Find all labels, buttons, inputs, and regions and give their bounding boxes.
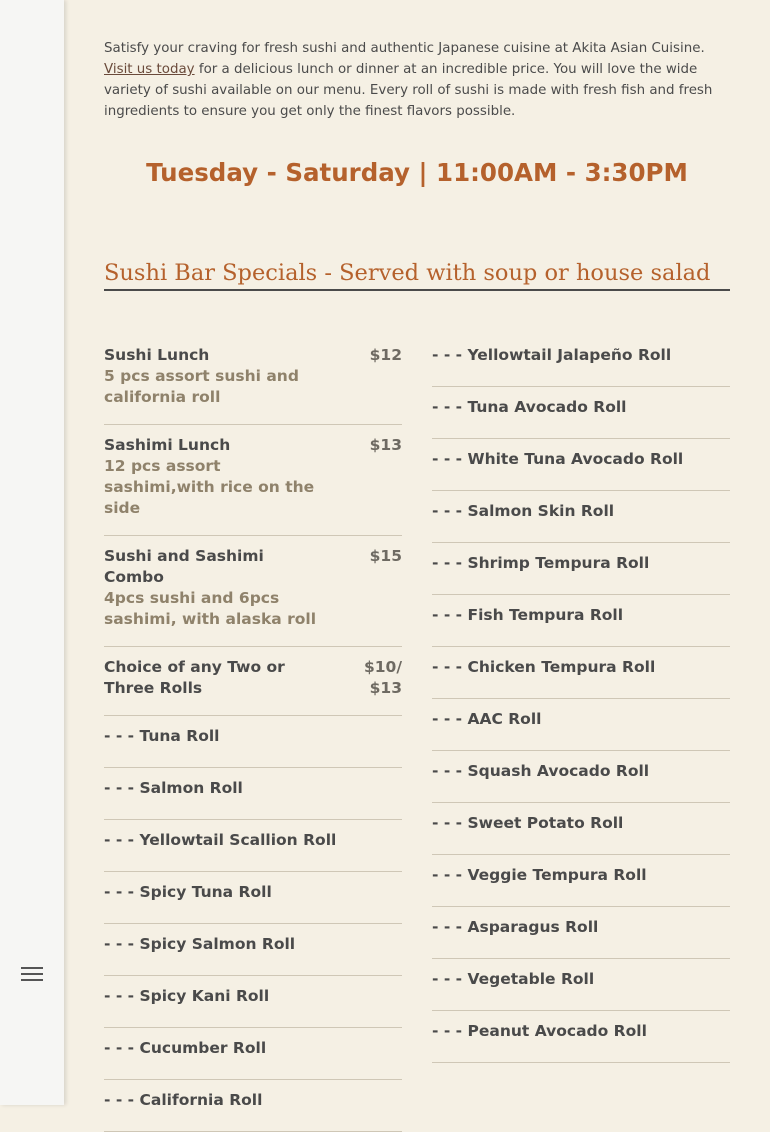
roll-option: - - - Shrimp Tempura Roll [432, 543, 730, 595]
roll-option: - - - Spicy Salmon Roll [104, 924, 402, 976]
hamburger-menu-icon[interactable] [21, 967, 43, 981]
visit-us-link[interactable]: Visit us today [104, 62, 195, 77]
roll-option: - - - Yellowtail Scallion Roll [104, 820, 402, 872]
roll-option: - - - Squash Avocado Roll [432, 751, 730, 803]
menu-item-name: Sushi and Sashimi Combo [104, 547, 264, 586]
menu-item [104, 536, 402, 647]
roll-option: - - - Salmon Skin Roll [432, 491, 730, 543]
roll-option: - - - Vegetable Roll [432, 959, 730, 1011]
menu-item-name: Sashimi Lunch [104, 436, 231, 454]
menu-item-text [104, 657, 328, 699]
menu-item-price: $10/ $13 [363, 658, 402, 697]
menu-item-price: $12 [369, 346, 402, 364]
roll-option: - - - Salmon Roll [104, 768, 402, 820]
menu-item-description: 12 pcs assort sashimi,with rice on the side [104, 457, 315, 517]
menu-item [104, 647, 402, 716]
roll-option: - - - Spicy Tuna Roll [104, 872, 402, 924]
roll-option: - - - Tuna Avocado Roll [432, 387, 730, 439]
intro-paragraph [104, 38, 730, 122]
menu-item-price: $13 [369, 436, 402, 454]
roll-option: - - - California Roll [104, 1080, 402, 1132]
roll-option: - - - Tuna Roll [104, 716, 402, 768]
roll-option: - - - Yellowtail Jalapeño Roll [432, 335, 730, 387]
roll-option: - - - Asparagus Roll [432, 907, 730, 959]
intro-text-before: Satisfy your craving for fresh sushi and authentic Japanese cuisine at Akita Asian Cuisine. [104, 41, 705, 56]
menu-item-text [104, 345, 328, 408]
menu-item-price: $15 [369, 547, 402, 565]
section-title: Sushi Bar Specials - Served with soup or house salad [104, 260, 730, 291]
intro-text-after: for a delicious lunch or dinner at an incredible price. You will love the wide variety of sushi available on our menu. Every roll of sushi is made with fresh fish and fresh ingredients to ensure you get only the finest flavors possible. [104, 62, 713, 119]
roll-option: - - - Cucumber Roll [104, 1028, 402, 1080]
sidebar [0, 0, 64, 1105]
menu-item-text [104, 435, 328, 519]
menu-item-name: Choice of any Two or Three Rolls [104, 658, 285, 697]
roll-option: - - - Peanut Avocado Roll [432, 1011, 730, 1063]
roll-option: - - - Spicy Kani Roll [104, 976, 402, 1028]
roll-option: - - - Chicken Tempura Roll [432, 647, 730, 699]
roll-option: - - - Fish Tempura Roll [432, 595, 730, 647]
roll-option: - - - Veggie Tempura Roll [432, 855, 730, 907]
menu-item-name: Sushi Lunch [104, 346, 210, 364]
menu-item-description: 5 pcs assort sushi and california roll [104, 367, 299, 406]
menu-item [104, 425, 402, 536]
hours-heading: Tuesday - Saturday | 11:00AM - 3:30PM [146, 158, 688, 187]
roll-option: - - - White Tuna Avocado Roll [432, 439, 730, 491]
menu-item-text [104, 546, 328, 630]
menu-item-description: 4pcs sushi and 6pcs sashimi, with alaska roll [104, 589, 317, 628]
roll-option: - - - Sweet Potato Roll [432, 803, 730, 855]
roll-option: - - - AAC Roll [432, 699, 730, 751]
left-menu-column [104, 335, 402, 1132]
right-menu-column [432, 335, 730, 1063]
menu-item [104, 335, 402, 425]
